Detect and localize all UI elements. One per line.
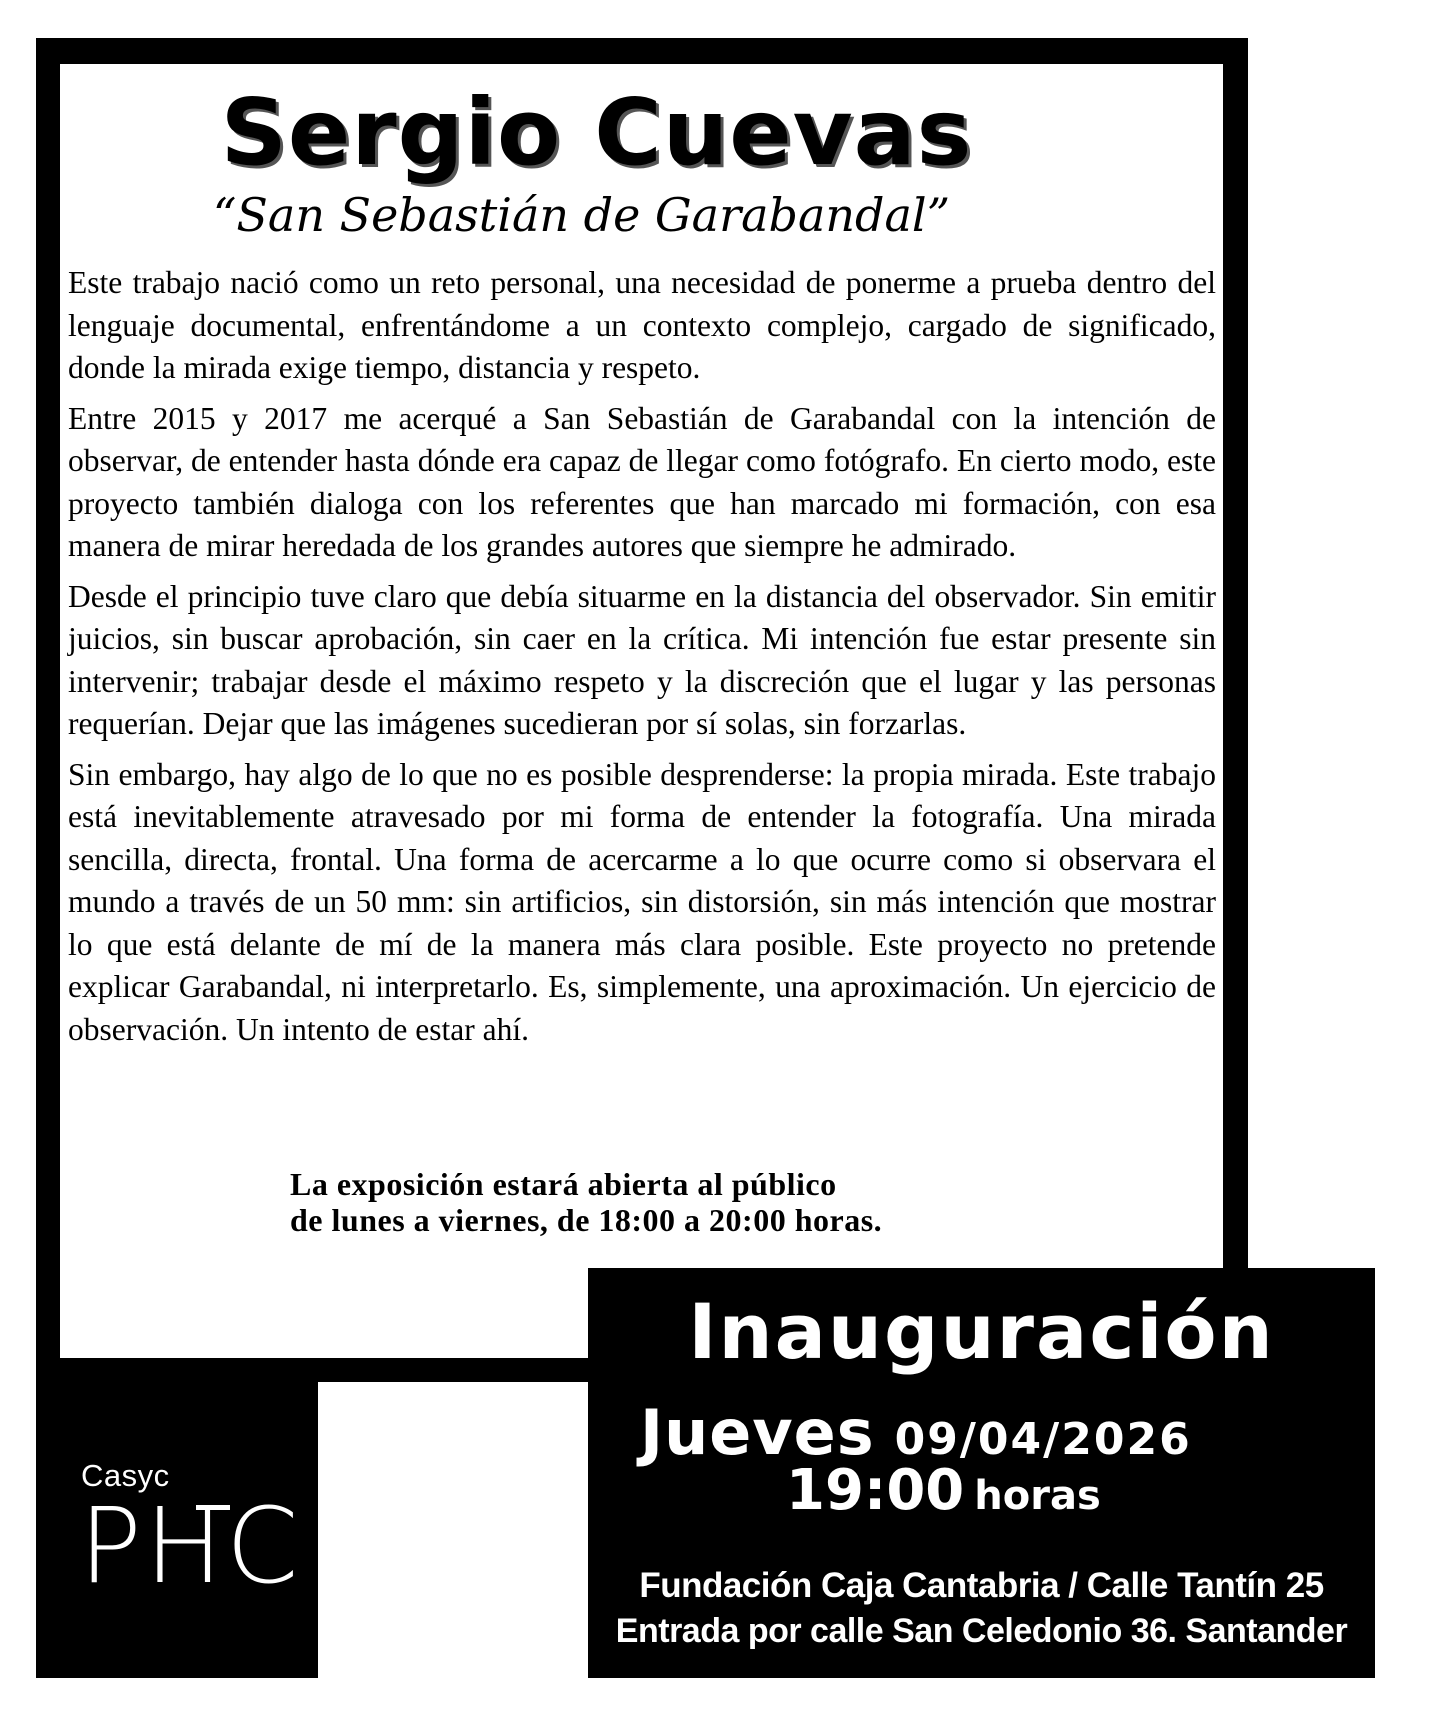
event-time-unit: horas <box>974 1473 1101 1519</box>
statement-paragraph: Entre 2015 y 2017 me acerqué a San Sebastián de Garabandal con la intención de observar, de entender hasta dónde era capaz de llegar como fotógrafo. En cierto modo, este proyecto también dialoga con los referentes que han marcado mi formación, con esa manera de mirar heredada de los grandes autores que siempre he admirado. <box>68 400 1216 563</box>
logo-big-text: PHC <box>79 1485 302 1607</box>
statement-text <box>68 262 1216 1059</box>
event-time-line <box>786 1458 1101 1523</box>
artist-name: Sergio Cuevas <box>220 79 973 186</box>
hours-line-2: de lunes a viernes, de 18:00 a 20:00 horas. <box>290 1202 883 1238</box>
exhibition-title: “San Sebastián de Garabandal” <box>212 188 951 242</box>
event-time: 19:00 <box>786 1458 965 1523</box>
event-address-line-1: Fundación Caja Cantabria / Calle Tantín 25 <box>639 1566 1324 1605</box>
statement-paragraph: Desde el principio tuve claro que debía situarme en la distancia del observador. Sin emitir juicios, sin buscar aprobación, sin caer en la crítica. Mi intención fue estar presente sin intervenir; trabajar desde el máximo respeto y la discreción que el lugar y las personas requerían. Dejar que las imágenes sucedieran por sí solas, sin forzarlas. <box>68 578 1216 741</box>
statement-paragraph: Este trabajo nació como un reto personal, una necesidad de ponerme a prueba dentro del lenguaje documental, enfrentándome a un contexto complejo, cargado de significado, donde la mirada exige tiempo, distancia y respeto. <box>68 265 1216 385</box>
event-date: 09/04/2026 <box>894 1414 1192 1465</box>
opening-hours <box>290 1166 882 1238</box>
event-address-line-2: Entrada por calle San Celedonio 36. Santander <box>615 1612 1348 1650</box>
logo-block-connector <box>36 1382 318 1412</box>
hours-line-1: La exposición estará abierta al público <box>290 1166 837 1202</box>
statement-paragraph: Sin embargo, hay algo de lo que no es posible desprenderse: la propia mirada. Este trabajo está inevitablemente atravesado por mi forma de entender la fotografía. Una mirada sencilla, directa, frontal. Una forma de acercarme a lo que ocurre como si observara el mundo a través de un 50 mm: sin artificios, sin distorsión, sin más intención que mostrar lo que está delante de mí de la manera más clara posible. Este proyecto no pretende explicar Garabandal, ni interpretarlo. Es, simplemente, una aproximación. Un ejercicio de observación. Un intento de estar ahí. <box>68 756 1216 1047</box>
event-day: Jueves <box>640 1396 875 1469</box>
event-heading: Inauguración <box>688 1287 1275 1376</box>
opening-event-block <box>588 1268 1375 1678</box>
logo-small-text: Casyc <box>81 1458 170 1493</box>
